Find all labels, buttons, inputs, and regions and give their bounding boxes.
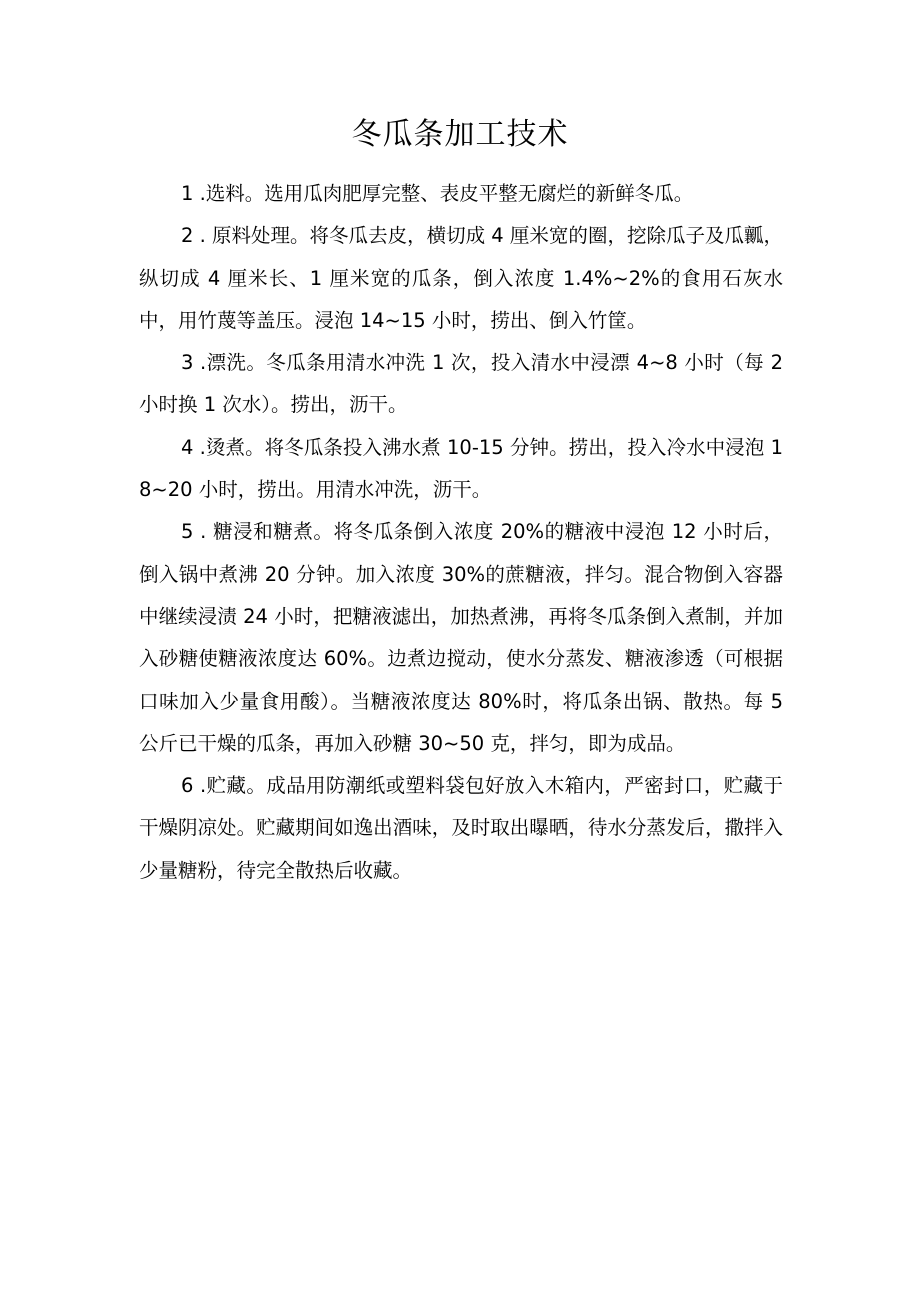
paragraph-blanching: 4 .烫煮。将冬瓜条投入沸水煮 10-15 分钟。捞出，投入冷水中浸泡 18~20 小时，捞出。用清水冲洗，沥干。: [139, 435, 783, 502]
paragraph-storage: 6 .贮藏。成品用防潮纸或塑料袋包好放入木箱内，严密封口，贮藏于干燥阴凉处。贮藏期间如逸出酒味，及时取出曝晒，待水分蒸发后，撒拌入少量糖粉，待完全散热后收藏。: [139, 774, 783, 882]
document-title: 冬瓜条加工技术: [351, 117, 569, 152]
paragraph-raw-material-processing: 2 . 原料处理。将冬瓜去皮，横切成 4 厘米宽的圈，挖除瓜子及瓜瓤，纵切成 4 厘米长、1 厘米宽的瓜条，倒入浓度 1.4%~2%的食用石灰水中，用竹蔑等盖压。浸泡 14~15 小时，捞出、倒入竹筐。: [139, 224, 783, 332]
paragraph-sugar-soaking-boiling: 5 . 糖浸和糖煮。将冬瓜条倒入浓度 20%的糖液中浸泡 12 小时后，倒入锅中煮沸 20 分钟。加入浓度 30%的蔗糖液，拌匀。混合物倒入容器中继续浸渍 24 小时，把糖液滤出，加热煮沸，再将冬瓜条倒入煮制，并加入砂糖使糖液浓度达 60%。边煮边搅动，使水分蒸发、糖液渗透（可根据口味加入少量食用酸）。当糖液浓度达 80%时，将瓜条出锅、散热。每 5 公斤已干燥的瓜条，再加入砂糖 30~50 克，拌匀，即为成品。: [139, 520, 783, 755]
document-body: [139, 173, 783, 892]
paragraph-selection: 1 .选料。选用瓜肉肥厚完整、表皮平整无腐烂的新鲜冬瓜。: [181, 182, 694, 205]
paragraph-rinsing: 3 .漂洗。冬瓜条用清水冲洗 1 次，投入清水中浸漂 4~8 小时（每 2 小时换 1 次水）。捞出，沥干。: [139, 351, 783, 417]
